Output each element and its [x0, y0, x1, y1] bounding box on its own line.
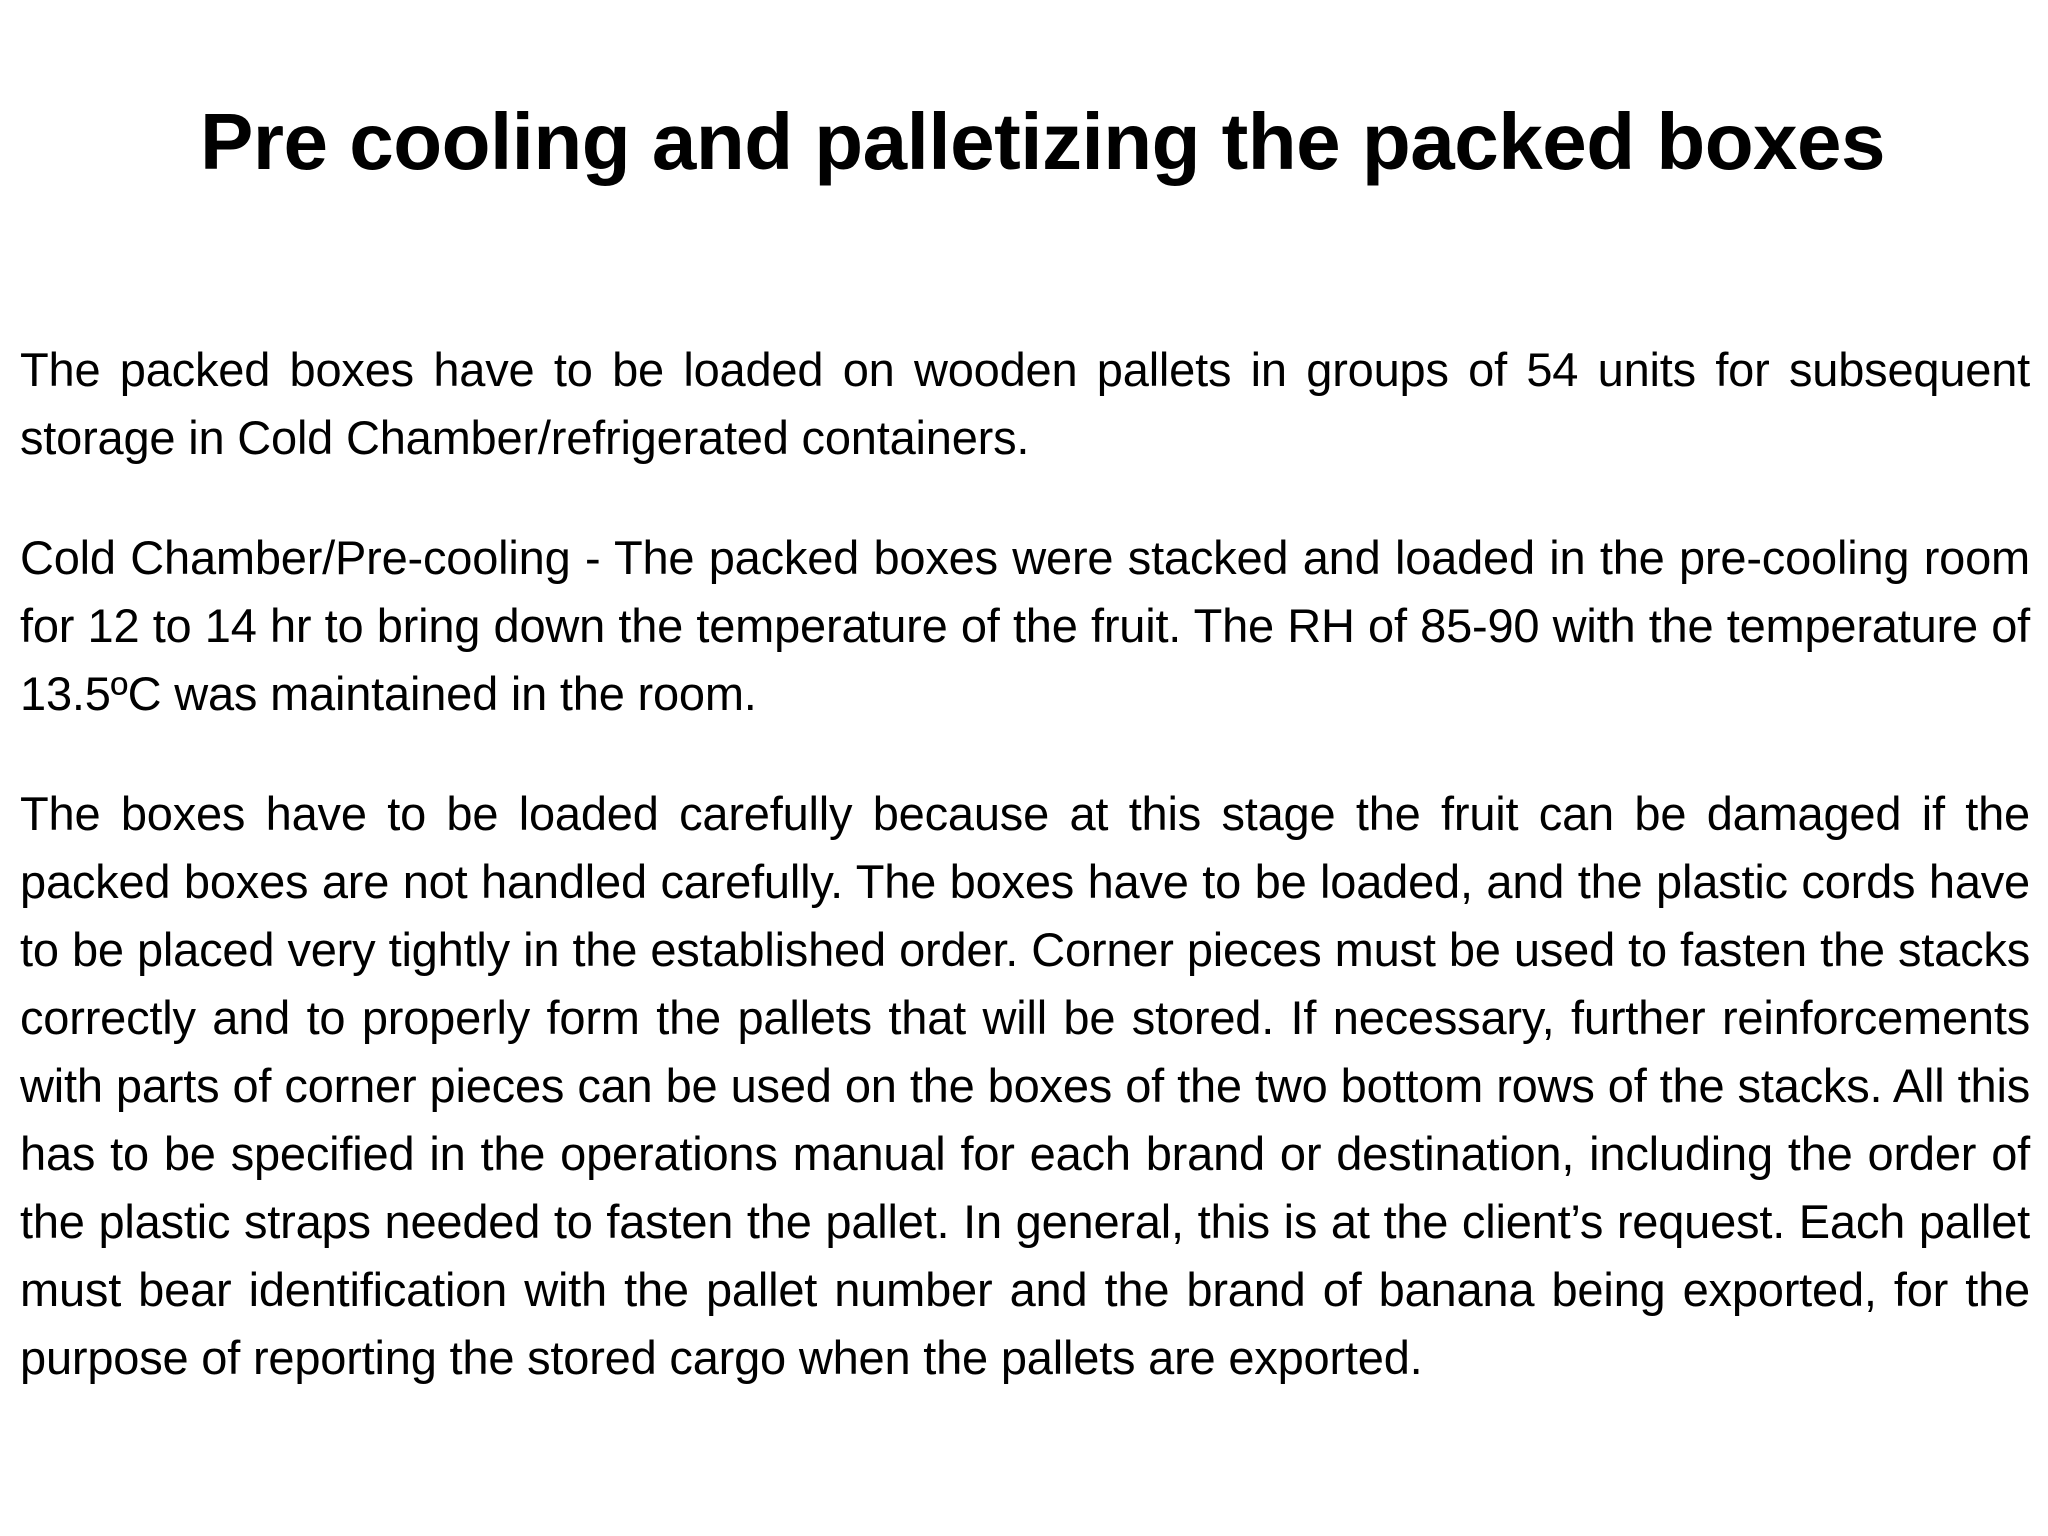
- paragraph-pallet-loading: The packed boxes have to be loaded on wooden pallets in groups of 54 units for subsequent storage in Cold Chamber/refrigerated containers.: [20, 343, 2030, 464]
- paragraph-careful-loading: The boxes have to be loaded carefully because at this stage the fruit can be damaged if the packed boxes are not handled carefully. The boxes have to be loaded, and the plastic cords have to be placed very tightly in the established order. Corner pieces must be used to fasten the stacks correctly and to properly form the pallets that will be stored. If necessary, further reinforcements with parts of corner pieces can be used on the boxes of the two bottom rows of the stacks. All this has to be specified in the operations manual for each brand or destination, including the order of the plastic straps needed to fasten the pallet. In general, this is at the client’s request. Each pallet must bear identification with the pallet number and the brand of banana being exported, for the purpose of reporting the stored cargo when the pallets are exported.: [20, 787, 2030, 1384]
- paragraph-pre-cooling: Cold Chamber/Pre-cooling - The packed boxes were stacked and loaded in the pre-cooling room for 12 to 14 hr to bring down the temperature of the fruit. The RH of 85-90 with the temperature of 13.5ºC was maintained in the room.: [20, 531, 2030, 720]
- slide-title: Pre cooling and palletizing the packed boxes: [200, 97, 1886, 186]
